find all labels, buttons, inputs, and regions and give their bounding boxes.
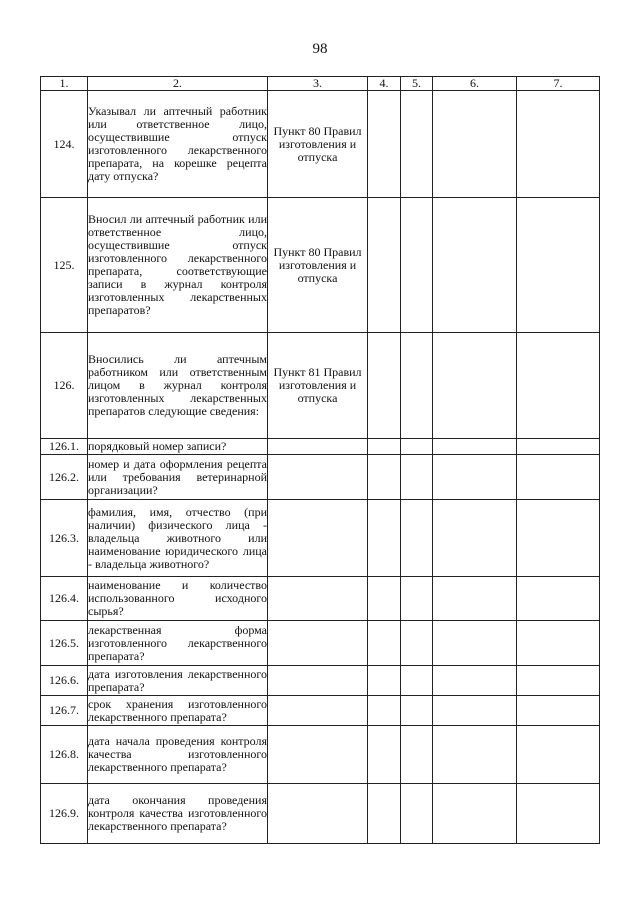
- item-number: 126.9.: [41, 784, 88, 844]
- answer-cell-yes: [368, 198, 401, 333]
- page-number: 98: [312, 41, 328, 57]
- answer-cell-no: [401, 500, 433, 577]
- answer-cell-yes: [368, 666, 401, 696]
- answer-cell-na: [433, 784, 517, 844]
- legal-reference: Пункт 80 Правил изготовления и отпуска: [268, 198, 368, 333]
- answer-cell-na: [433, 439, 517, 455]
- note-cell: [517, 439, 600, 455]
- answer-cell-yes: [368, 726, 401, 784]
- answer-cell-no: [401, 621, 433, 666]
- item-number: 125.: [41, 198, 88, 333]
- legal-reference: [268, 666, 368, 696]
- table-row: [41, 666, 600, 696]
- question-text: Вносились ли аптечным работником или ответственным лицом в журнал контроля изготовленных лекарственных препаратов следующие сведения:: [88, 333, 268, 439]
- note-cell: [517, 500, 600, 577]
- note-cell: [517, 726, 600, 784]
- question-text: Вносил ли аптечный работник или ответственное лицо, осуществившие отпуск изготовленного лекарственного препарата, соответствующие записи в журнал контроля изготовленных лекарственных препаратов?: [88, 198, 268, 333]
- question-text: Указывал ли аптечный работник или ответственное лицо, осуществившие отпуск изготовленного лекарственного препарата, на корешке рецепта дату отпуска?: [88, 91, 268, 198]
- legal-reference: Пункт 81 Правил изготовления и отпуска: [268, 333, 368, 439]
- answer-cell-na: [433, 500, 517, 577]
- question-text: фамилия, имя, отчество (при наличии) физического лица - владельца животного или наименование юридического лица - владельца животного?: [88, 500, 268, 577]
- header-row: [41, 77, 600, 91]
- table-row: [41, 91, 600, 198]
- legal-reference: [268, 784, 368, 844]
- answer-cell-no: [401, 696, 433, 726]
- answer-cell-no: [401, 455, 433, 500]
- note-cell: [517, 91, 600, 198]
- note-cell: [517, 333, 600, 439]
- item-number: 126.3.: [41, 500, 88, 577]
- answer-cell-no: [401, 91, 433, 198]
- table-row: [41, 500, 600, 577]
- answer-cell-na: [433, 577, 517, 621]
- item-number: 126.7.: [41, 696, 88, 726]
- answer-cell-no: [401, 439, 433, 455]
- answer-cell-yes: [368, 696, 401, 726]
- question-text: срок хранения изготовленного лекарственного препарата?: [88, 696, 267, 724]
- answer-cell-yes: [368, 621, 401, 666]
- question-text: лекарственная форма изготовленного лекарственного препарата?: [88, 621, 268, 666]
- item-number: 124.: [41, 91, 88, 198]
- table-row: [41, 577, 600, 621]
- answer-cell-yes: [368, 577, 401, 621]
- legal-reference: [268, 696, 368, 726]
- note-cell: [517, 696, 600, 726]
- column-header-1: 1.: [41, 77, 88, 91]
- answer-cell-na: [433, 666, 517, 696]
- answer-cell-yes: [368, 500, 401, 577]
- answer-cell-yes: [368, 455, 401, 500]
- answer-cell-na: [433, 696, 517, 726]
- column-header-7: 7.: [517, 77, 600, 91]
- answer-cell-no: [401, 784, 433, 844]
- item-number: 126.2.: [41, 455, 88, 500]
- checklist-table: [40, 76, 600, 844]
- question-text: порядковый номер записи?: [88, 439, 268, 455]
- table-row: [41, 726, 600, 784]
- note-cell: [517, 198, 600, 333]
- answer-cell-yes: [368, 784, 401, 844]
- column-header-4: 4.: [368, 77, 401, 91]
- note-cell: [517, 577, 600, 621]
- column-header-2: 2.: [88, 77, 268, 91]
- legal-reference: [268, 621, 368, 666]
- column-header-5: 5.: [401, 77, 433, 91]
- note-cell: [517, 455, 600, 500]
- answer-cell-no: [401, 198, 433, 333]
- legal-reference: [268, 577, 368, 621]
- item-number: 126.8.: [41, 726, 88, 784]
- legal-reference: [268, 439, 368, 455]
- note-cell: [517, 666, 600, 696]
- answer-cell-yes: [368, 333, 401, 439]
- note-cell: [517, 621, 600, 666]
- item-number: 126.5.: [41, 621, 88, 666]
- answer-cell-na: [433, 621, 517, 666]
- column-header-3: 3.: [268, 77, 368, 91]
- table-row: [41, 198, 600, 333]
- column-header-6: 6.: [433, 77, 517, 91]
- answer-cell-no: [401, 577, 433, 621]
- answer-cell-na: [433, 333, 517, 439]
- answer-cell-na: [433, 198, 517, 333]
- answer-cell-no: [401, 333, 433, 439]
- table-row: [41, 784, 600, 844]
- answer-cell-na: [433, 455, 517, 500]
- answer-cell-na: [433, 726, 517, 784]
- legal-reference: [268, 726, 368, 784]
- item-number: 126.1.: [41, 439, 88, 455]
- table-row: [41, 439, 600, 455]
- item-number: 126.4.: [41, 577, 88, 621]
- item-number: 126.6.: [41, 666, 88, 696]
- question-text: дата изготовления лекарственного препарата?: [88, 666, 267, 694]
- legal-reference: [268, 455, 368, 500]
- table-row: [41, 696, 600, 726]
- question-text: наименование и количество использованного исходного сырья?: [88, 577, 268, 621]
- item-number: 126.: [41, 333, 88, 439]
- answer-cell-yes: [368, 91, 401, 198]
- legal-reference: [268, 500, 368, 577]
- table-row: [41, 455, 600, 500]
- answer-cell-no: [401, 666, 433, 696]
- answer-cell-no: [401, 726, 433, 784]
- note-cell: [517, 784, 600, 844]
- question-text: номер и дата оформления рецепта или требования ветеринарной организации?: [88, 455, 268, 500]
- table-row: [41, 333, 600, 439]
- answer-cell-yes: [368, 439, 401, 455]
- table-row: [41, 621, 600, 666]
- answer-cell-na: [433, 91, 517, 198]
- question-text: дата начала проведения контроля качества изготовленного лекарственного препарата?: [88, 726, 268, 784]
- question-text: дата окончания проведения контроля качества изготовленного лекарственного препарата?: [88, 784, 268, 844]
- legal-reference: Пункт 80 Правил изготовления и отпуска: [268, 91, 368, 198]
